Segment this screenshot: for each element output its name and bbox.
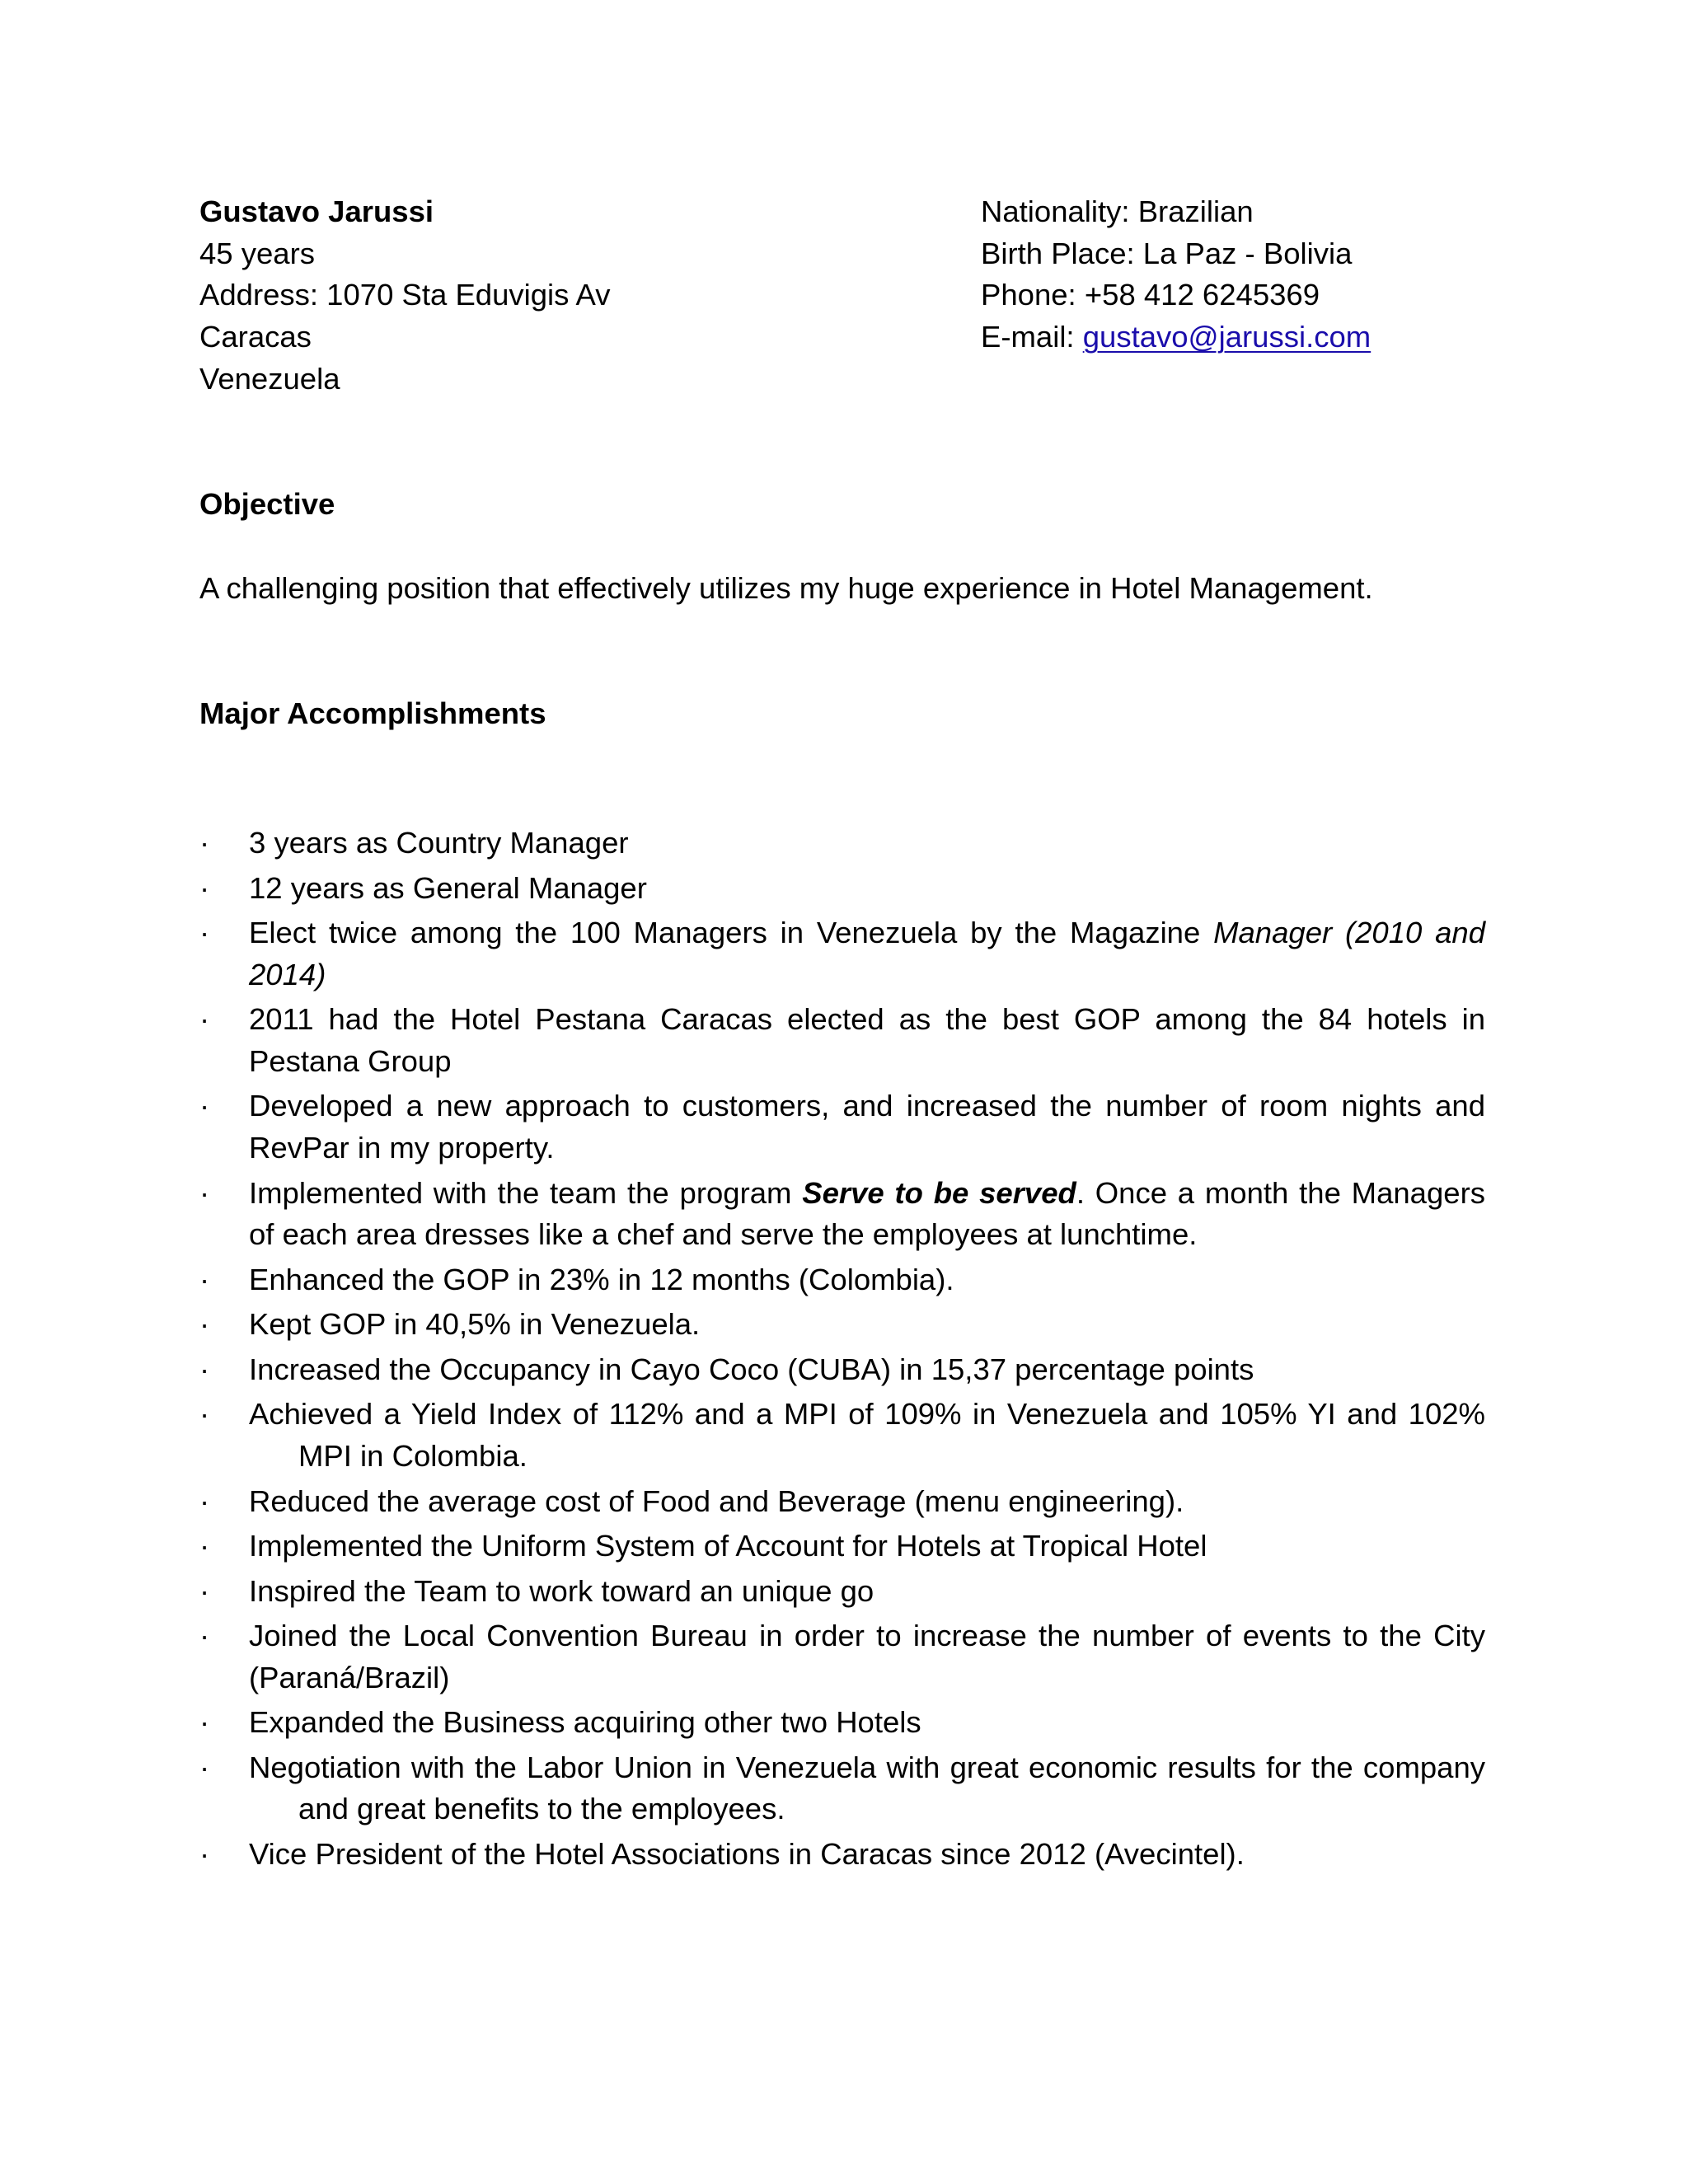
list-item-text: 3 years as Country Manager [249, 826, 629, 860]
list-item-text: Expanded the Business acquiring other two Hotels [249, 1705, 921, 1740]
bullet-glyph: · [199, 1089, 210, 1123]
bullet-glyph: · [199, 1002, 210, 1037]
candidate-city: Caracas [199, 320, 312, 354]
list-item-text: Reduced the average cost of Food and Beverage (menu engineering). [249, 1483, 1184, 1518]
bullet-glyph: · [199, 826, 210, 860]
candidate-phone: Phone: +58 412 6245369 [981, 278, 1320, 312]
bullet-glyph: · [199, 870, 210, 905]
list-item [199, 823, 1485, 865]
list-item-text: Implemented the Uniform System of Account for Hotels at Tropical Hotel [249, 1529, 1207, 1563]
bullet-glyph: · [199, 1573, 210, 1608]
list-item-text: Elect twice among the 100 Managers in Venezuela by the Magazine [249, 916, 1214, 949]
contact-right-block [981, 191, 1657, 359]
list-item [199, 1615, 1485, 1699]
list-item-text: 12 years as General Manager [249, 870, 647, 905]
list-item-text: Inspired the Team to work toward an unique go [249, 1573, 874, 1608]
list-item [199, 1173, 1485, 1256]
list-item-text: 2011 had the Hotel Pestana Caracas elected as the best GOP among the 84 hotels in Pestana Group [249, 1002, 1485, 1078]
list-item-text: Negotiation with the Labor Union in Venezuela with great economic results for the company [249, 1750, 1485, 1784]
bullet-glyph: · [199, 1175, 210, 1210]
candidate-nationality: Nationality: Brazilian [981, 194, 1254, 228]
list-item [199, 999, 1485, 1082]
candidate-birth-place: Birth Place: La Paz - Bolivia [981, 236, 1353, 270]
list-item [199, 1085, 1485, 1169]
bullet-glyph: · [199, 1483, 210, 1518]
bullet-glyph: · [199, 916, 210, 949]
accomplishments-heading: Major Accomplishments [199, 696, 546, 730]
list-item-text: Joined the Local Convention Bureau in order to increase the number of events to the City (Paraná/Brazil) [249, 1619, 1485, 1694]
program-name: Serve to be served [802, 1175, 1076, 1210]
accomplishments-list [199, 823, 1485, 1878]
list-item [199, 1481, 1485, 1523]
list-item [199, 1571, 1485, 1613]
bullet-glyph: · [199, 1307, 210, 1342]
bullet-glyph: · [199, 1262, 210, 1296]
list-item [199, 1349, 1485, 1391]
objective-heading: Objective [199, 487, 335, 521]
list-item [199, 912, 1485, 996]
bullet-glyph: · [199, 1836, 210, 1871]
list-item-text: Kept GOP in 40,5% in Venezuela. [249, 1307, 701, 1342]
list-item [199, 1304, 1485, 1346]
list-item-text: Achieved a Yield Index of 112% and a MPI of 109% in Venezuela and 105% YI and 102% [249, 1397, 1485, 1432]
list-item [199, 1526, 1485, 1568]
list-item [199, 1394, 1485, 1477]
candidate-country: Venezuela [199, 361, 340, 396]
candidate-email-row [981, 316, 1657, 359]
email-link[interactable]: gustavo@jarussi.com [1082, 320, 1372, 354]
list-item [199, 1834, 1485, 1876]
candidate-age: 45 years [199, 236, 315, 270]
list-item [199, 1702, 1485, 1744]
list-item [199, 868, 1485, 910]
bullet-glyph: · [199, 1352, 210, 1386]
bullet-glyph: · [199, 1397, 210, 1432]
list-item-text: Developed a new approach to customers, and increased the number of room nights and RevPar in my property. [249, 1089, 1485, 1165]
contact-left-block [199, 191, 941, 401]
objective-text: A challenging position that effectively utilizes my huge experience in Hotel Management. [199, 571, 1373, 605]
list-item-text: Increased the Occupancy in Cayo Coco (CUBA) in 15,37 percentage points [249, 1352, 1254, 1386]
email-label: E-mail: [981, 320, 1083, 354]
candidate-address: Address: 1070 Sta Eduvigis Av [199, 278, 611, 312]
bullet-glyph: · [199, 1750, 210, 1784]
bullet-glyph: · [199, 1619, 210, 1653]
list-item [199, 1259, 1485, 1301]
magazine-name: Manager (2010 and 2014) [249, 916, 1485, 991]
list-item-text-cont: . Once a month the Managers of each area dresses like a chef and serve the employees at lunchtime. [249, 1175, 1485, 1252]
list-item-text: Implemented with the team the program [249, 1175, 803, 1210]
candidate-name: Gustavo Jarussi [199, 194, 434, 228]
list-item-text: Vice President of the Hotel Associations in Caracas since 2012 (Avecintel). [249, 1836, 1245, 1871]
list-item [199, 1747, 1485, 1830]
list-item-text: Enhanced the GOP in 23% in 12 months (Colombia). [249, 1262, 954, 1296]
list-item-text-cont: and great benefits to the employees. [298, 1792, 785, 1826]
list-item-text-cont: MPI in Colombia. [298, 1439, 528, 1474]
bullet-glyph: · [199, 1529, 210, 1563]
bullet-glyph: · [199, 1705, 210, 1740]
